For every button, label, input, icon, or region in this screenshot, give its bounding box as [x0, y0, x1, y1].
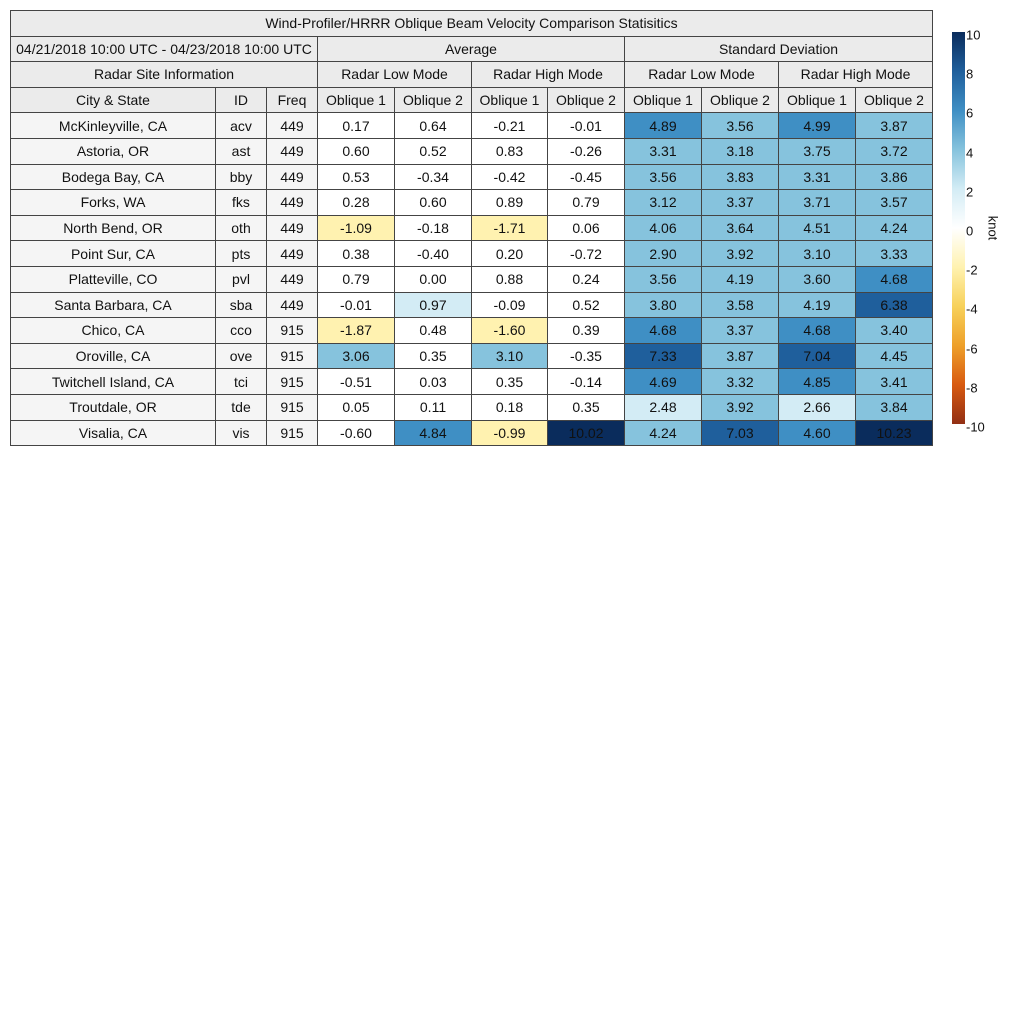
colorbar-tick: -8: [966, 380, 978, 396]
col-header-avg-high-o2: Oblique 2: [548, 88, 625, 114]
value-cell: 0.20: [472, 241, 548, 267]
col-header-freq: Freq: [267, 88, 318, 114]
value-cell: 6.38: [856, 293, 933, 319]
value-cell: 0.38: [318, 241, 395, 267]
value-cell: 3.56: [702, 113, 779, 139]
site-id: tde: [216, 395, 267, 421]
value-cell: 3.60: [779, 267, 856, 293]
site-city: Oroville, CA: [11, 344, 216, 370]
colorbar-tick: -2: [966, 262, 978, 278]
value-cell: 4.60: [779, 421, 856, 447]
value-cell: -0.26: [548, 139, 625, 165]
site-freq: 449: [267, 293, 318, 319]
colorbar: [952, 32, 965, 424]
value-cell: -0.14: [548, 369, 625, 395]
value-cell: 2.66: [779, 395, 856, 421]
value-cell: -0.72: [548, 241, 625, 267]
value-cell: -0.45: [548, 165, 625, 191]
comparison-table: [10, 10, 933, 446]
site-city: Bodega Bay, CA: [11, 165, 216, 191]
value-cell: -1.09: [318, 216, 395, 242]
site-city: Visalia, CA: [11, 421, 216, 447]
site-freq: 449: [267, 216, 318, 242]
std-high-mode-header: Radar High Mode: [779, 62, 933, 88]
value-cell: 0.24: [548, 267, 625, 293]
value-cell: 4.24: [856, 216, 933, 242]
value-cell: -0.99: [472, 421, 548, 447]
site-freq: 449: [267, 267, 318, 293]
value-cell: 3.57: [856, 190, 933, 216]
colorbar-tick: -10: [966, 419, 985, 435]
avg-high-mode-header: Radar High Mode: [472, 62, 625, 88]
value-cell: 4.45: [856, 344, 933, 370]
value-cell: 0.39: [548, 318, 625, 344]
value-cell: 3.80: [625, 293, 702, 319]
value-cell: 3.87: [856, 113, 933, 139]
colorbar-unit-label: knot: [985, 215, 1001, 241]
value-cell: 3.12: [625, 190, 702, 216]
site-id: sba: [216, 293, 267, 319]
value-cell: 0.53: [318, 165, 395, 191]
value-cell: -1.87: [318, 318, 395, 344]
value-cell: 3.33: [856, 241, 933, 267]
value-cell: 0.18: [472, 395, 548, 421]
std-low-mode-header: Radar Low Mode: [625, 62, 779, 88]
colorbar-tick: 2: [966, 184, 974, 200]
value-cell: 3.86: [856, 165, 933, 191]
table-title: Wind-Profiler/HRRR Oblique Beam Velocity Comparison Statisitics: [11, 11, 933, 37]
col-header-avg-low-o1: Oblique 1: [318, 88, 395, 114]
value-cell: -1.60: [472, 318, 548, 344]
date-range: 04/21/2018 10:00 UTC - 04/23/2018 10:00 UTC: [11, 37, 318, 63]
colorbar-tick: 8: [966, 66, 974, 82]
value-cell: 0.89: [472, 190, 548, 216]
value-cell: 0.35: [548, 395, 625, 421]
value-cell: 0.79: [318, 267, 395, 293]
value-cell: 3.10: [779, 241, 856, 267]
value-cell: 0.60: [318, 139, 395, 165]
site-freq: 915: [267, 369, 318, 395]
site-freq: 449: [267, 241, 318, 267]
site-id: bby: [216, 165, 267, 191]
col-header-avg-low-o2: Oblique 2: [395, 88, 472, 114]
colorbar-tick: 6: [966, 105, 974, 121]
value-cell: 0.03: [395, 369, 472, 395]
colorbar-tick: 4: [966, 145, 974, 161]
col-header-std-high-o2: Oblique 2: [856, 88, 933, 114]
site-city: Forks, WA: [11, 190, 216, 216]
value-cell: -0.35: [548, 344, 625, 370]
value-cell: 3.41: [856, 369, 933, 395]
site-freq: 915: [267, 344, 318, 370]
value-cell: 3.71: [779, 190, 856, 216]
value-cell: 3.92: [702, 395, 779, 421]
value-cell: 4.68: [779, 318, 856, 344]
value-cell: 4.85: [779, 369, 856, 395]
site-city: Troutdale, OR: [11, 395, 216, 421]
value-cell: 0.48: [395, 318, 472, 344]
value-cell: 0.17: [318, 113, 395, 139]
value-cell: 3.56: [625, 267, 702, 293]
value-cell: -0.40: [395, 241, 472, 267]
site-freq: 449: [267, 190, 318, 216]
value-cell: 3.06: [318, 344, 395, 370]
site-freq: 915: [267, 395, 318, 421]
value-cell: 0.88: [472, 267, 548, 293]
site-freq: 915: [267, 318, 318, 344]
colorbar-tick: -4: [966, 301, 978, 317]
col-header-std-low-o1: Oblique 1: [625, 88, 702, 114]
value-cell: -0.51: [318, 369, 395, 395]
value-cell: -0.01: [548, 113, 625, 139]
site-id: pvl: [216, 267, 267, 293]
value-cell: 3.18: [702, 139, 779, 165]
value-cell: -1.71: [472, 216, 548, 242]
value-cell: 0.28: [318, 190, 395, 216]
site-freq: 449: [267, 165, 318, 191]
value-cell: -0.01: [318, 293, 395, 319]
col-header-id: ID: [216, 88, 267, 114]
value-cell: 3.31: [779, 165, 856, 191]
value-cell: -0.42: [472, 165, 548, 191]
value-cell: 0.52: [548, 293, 625, 319]
value-cell: 4.84: [395, 421, 472, 447]
site-freq: 449: [267, 113, 318, 139]
value-cell: 0.00: [395, 267, 472, 293]
site-city: Astoria, OR: [11, 139, 216, 165]
value-cell: -0.21: [472, 113, 548, 139]
site-info-header: Radar Site Information: [11, 62, 318, 88]
site-id: pts: [216, 241, 267, 267]
value-cell: 10.02: [548, 421, 625, 447]
colorbar-tick: 10: [966, 27, 981, 43]
site-id: acv: [216, 113, 267, 139]
site-id: vis: [216, 421, 267, 447]
site-id: ove: [216, 344, 267, 370]
value-cell: 0.60: [395, 190, 472, 216]
value-cell: 4.19: [779, 293, 856, 319]
value-cell: 3.31: [625, 139, 702, 165]
value-cell: 0.35: [472, 369, 548, 395]
value-cell: 7.33: [625, 344, 702, 370]
value-cell: 0.05: [318, 395, 395, 421]
value-cell: 4.89: [625, 113, 702, 139]
value-cell: -0.60: [318, 421, 395, 447]
value-cell: -0.34: [395, 165, 472, 191]
site-city: Point Sur, CA: [11, 241, 216, 267]
value-cell: 7.03: [702, 421, 779, 447]
col-header-std-high-o1: Oblique 1: [779, 88, 856, 114]
col-header-std-low-o2: Oblique 2: [702, 88, 779, 114]
value-cell: -0.18: [395, 216, 472, 242]
group-header-average: Average: [318, 37, 625, 63]
value-cell: 0.52: [395, 139, 472, 165]
site-id: fks: [216, 190, 267, 216]
value-cell: 3.37: [702, 190, 779, 216]
site-id: oth: [216, 216, 267, 242]
value-cell: 3.32: [702, 369, 779, 395]
value-cell: 0.35: [395, 344, 472, 370]
value-cell: 3.56: [625, 165, 702, 191]
value-cell: 3.58: [702, 293, 779, 319]
site-city: North Bend, OR: [11, 216, 216, 242]
value-cell: 3.10: [472, 344, 548, 370]
value-cell: 4.68: [856, 267, 933, 293]
value-cell: 10.23: [856, 421, 933, 447]
site-city: McKinleyville, CA: [11, 113, 216, 139]
value-cell: 2.48: [625, 395, 702, 421]
col-header-city: City & State: [11, 88, 216, 114]
value-cell: 4.06: [625, 216, 702, 242]
value-cell: 0.79: [548, 190, 625, 216]
value-cell: -0.09: [472, 293, 548, 319]
value-cell: 4.19: [702, 267, 779, 293]
colorbar-tick: -6: [966, 341, 978, 357]
value-cell: 4.69: [625, 369, 702, 395]
site-city: Platteville, CO: [11, 267, 216, 293]
value-cell: 4.99: [779, 113, 856, 139]
value-cell: 3.40: [856, 318, 933, 344]
value-cell: 3.64: [702, 216, 779, 242]
site-city: Chico, CA: [11, 318, 216, 344]
value-cell: 4.24: [625, 421, 702, 447]
value-cell: 3.72: [856, 139, 933, 165]
value-cell: 2.90: [625, 241, 702, 267]
colorbar-tick: 0: [966, 223, 974, 239]
site-city: Twitchell Island, CA: [11, 369, 216, 395]
site-id: cco: [216, 318, 267, 344]
value-cell: 0.97: [395, 293, 472, 319]
site-city: Santa Barbara, CA: [11, 293, 216, 319]
value-cell: 3.87: [702, 344, 779, 370]
value-cell: 0.11: [395, 395, 472, 421]
value-cell: 4.68: [625, 318, 702, 344]
value-cell: 4.51: [779, 216, 856, 242]
site-freq: 449: [267, 139, 318, 165]
value-cell: 3.83: [702, 165, 779, 191]
value-cell: 3.84: [856, 395, 933, 421]
site-id: ast: [216, 139, 267, 165]
value-cell: 0.83: [472, 139, 548, 165]
avg-low-mode-header: Radar Low Mode: [318, 62, 472, 88]
value-cell: 0.64: [395, 113, 472, 139]
site-id: tci: [216, 369, 267, 395]
value-cell: 3.75: [779, 139, 856, 165]
value-cell: 7.04: [779, 344, 856, 370]
value-cell: 0.06: [548, 216, 625, 242]
value-cell: 3.37: [702, 318, 779, 344]
col-header-avg-high-o1: Oblique 1: [472, 88, 548, 114]
site-freq: 915: [267, 421, 318, 447]
value-cell: 3.92: [702, 241, 779, 267]
group-header-std: Standard Deviation: [625, 37, 933, 63]
